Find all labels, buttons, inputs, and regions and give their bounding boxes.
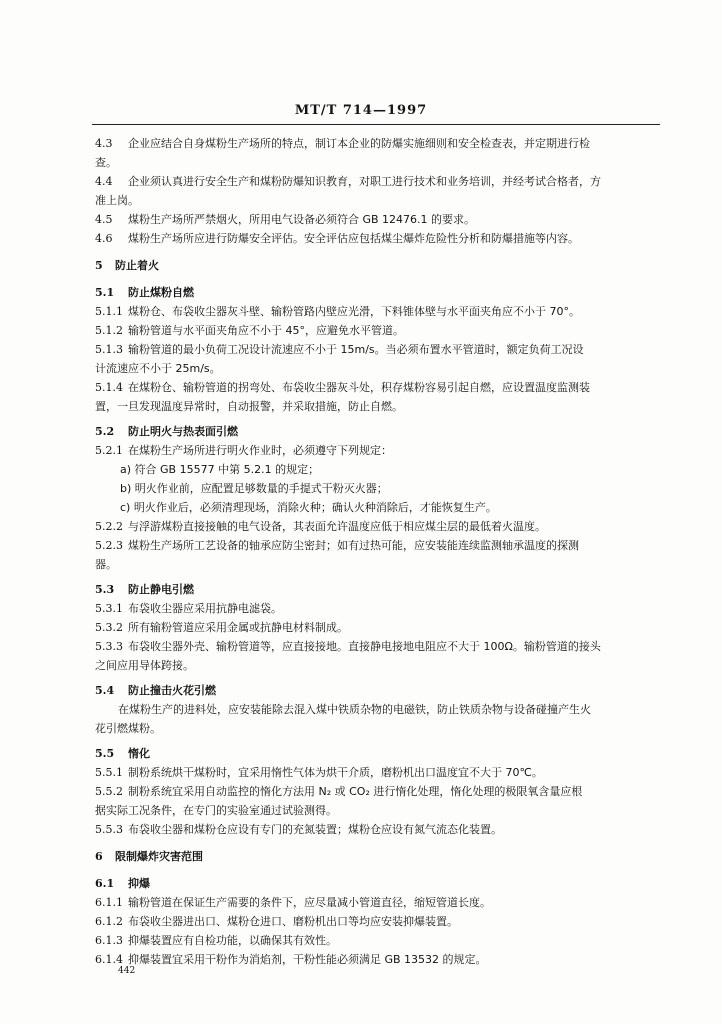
clause-number: 5.1.2 [95,324,123,337]
clause-number: 4.6 [95,232,113,245]
clause-text: 布袋收尘器进出口、煤粉仓进口、磨粉机出口等均应安装抑爆装置。 [128,915,458,928]
clause-text: 布袋收尘器应采用抗静电滤袋。 [128,602,282,615]
clause-number: 5.5.2 [95,785,123,798]
text-line [95,172,660,191]
clause-text: a) 符合 GB 15577 中第 5.2.1 的规定； [120,463,320,476]
clause-text: b) 明火作业前，应配置足够数量的手提式干粉灭火器； [120,482,388,495]
body-text [95,134,660,969]
clause-number: 5 [95,259,103,272]
text-line [95,847,660,866]
clause-text: 防止着火 [115,259,159,272]
clause-text: 在煤粉仓、输粉管道的拐弯处、布袋收尘器灰斗处，积存煤粉容易引起自燃，应设置温度监测装 [128,381,590,394]
clause-text: 所有输粉管道应采用金属或抗静电材料制成。 [128,621,348,634]
text-line [95,283,660,302]
clause-text: 防止明火与热表面引燃 [128,425,238,438]
text-line [95,441,660,460]
text-line [95,912,660,931]
clause-number: 5.1.4 [95,381,123,394]
text-line [95,302,660,321]
clause-text: 企业应结合自身煤粉生产场所的特点，制订本企业的防爆实施细则和安全检查表，并定期进行检 [128,137,590,150]
clause-number: 6.1.3 [95,934,123,947]
clause-text: 输粉管道的最小负荷工况设计流速应不小于 15m/s。当必须布置水平管道时，额定负荷工况设 [128,343,584,356]
text-line [95,422,660,441]
text-line [95,517,660,536]
clause-text: 置，一旦发现温度异常时，自动报警，并采取措施，防止自燃。 [95,400,403,413]
text-line [95,782,660,801]
clause-number: 5.3.2 [95,621,123,634]
clause-text: 准上岗。 [95,194,139,207]
clause-text: 防止煤粉自燃 [128,286,194,299]
clause-number: 5.2.1 [95,444,123,457]
clause-number: 5.4 [95,684,115,697]
text-line [95,763,660,782]
clause-number: 5.1.1 [95,305,123,318]
clause-text: 煤粉生产场所应进行防爆安全评估。安全评估应包括煤尘爆炸危险性分析和防爆措施等内容。 [128,232,579,245]
clause-number: 5.3.3 [95,640,123,653]
page-number: 442 [118,966,136,976]
clause-text: 在煤粉生产的进料处，应安装能除去混入煤中铁质杂物的电磁铁，防止铁质杂物与设备碰撞产生火 [118,703,591,716]
text-line [95,681,660,700]
text-line [95,536,660,555]
text-line [95,599,660,618]
header-rule [92,124,660,125]
clause-number: 6.1.4 [95,953,123,966]
text-line [95,820,660,839]
clause-text: 企业须认真进行安全生产和煤粉防爆知识教育，对职工进行技术和业务培训，并经考试合格者，方 [128,175,601,188]
clause-number: 5.1.3 [95,343,123,356]
text-line [95,950,660,969]
clause-number: 4.3 [95,137,113,150]
text-line [95,256,660,275]
clause-text: 防止撞击火花引燃 [128,684,216,697]
text-line [95,210,660,229]
clause-number: 4.5 [95,213,113,226]
clause-number: 6 [95,850,103,863]
text-line [95,378,660,397]
text-line [95,134,660,153]
clause-text: 布袋收尘器和煤粉仓应设有专门的充氮装置；煤粉仓应设有氮气流态化装置。 [128,823,502,836]
clause-text: 输粉管道与水平面夹角应不小于 45°，应避免水平管道。 [128,324,404,337]
text-line [95,656,660,675]
text-line [95,719,660,738]
clause-number: 5.1 [95,286,115,299]
text-line [95,191,660,210]
clause-number: 5.5.1 [95,766,123,779]
clause-number: 4.4 [95,175,113,188]
text-line [95,618,660,637]
clause-text: 花引燃煤粉。 [95,722,161,735]
text-line [95,460,660,479]
clause-text: 查。 [95,156,117,169]
clause-text: 防止静电引燃 [128,583,194,596]
clause-text: 在煤粉生产场所进行明火作业时，必须遵守下列规定： [128,444,392,457]
clause-text: c) 明火作业后，必须清理现场，消除火种；确认火种消除后，才能恢复生产。 [120,501,497,514]
clause-number: 5.2.3 [95,539,123,552]
clause-number: 6.1.2 [95,915,123,928]
clause-number: 6.1.1 [95,896,123,909]
text-line [95,744,660,763]
text-line [95,555,660,574]
text-line [95,580,660,599]
clause-text: 计流速应不小于 25m/s。 [95,362,221,375]
clause-number: 5.2.2 [95,520,123,533]
clause-text: 煤粉生产场所严禁烟火，所用电气设备必须符合 GB 12476.1 的要求。 [128,213,476,226]
clause-text: 与浮游煤粉直接接触的电气设备，其表面允许温度应低于相应煤尘层的最低着火温度。 [128,520,546,533]
standard-header: MT/T 714—1997 [294,103,428,118]
text-line [95,397,660,416]
clause-text: 限制爆炸灾害范围 [115,850,203,863]
text-line [95,801,660,820]
text-line [95,931,660,950]
clause-number: 6.1 [95,877,115,890]
text-line [95,340,660,359]
clause-text: 据实际工况条件，在专门的实验室通过试验测得。 [95,804,337,817]
clause-text: 惰化 [128,747,150,760]
clause-number: 5.3 [95,583,115,596]
clause-text: 抑爆装置宜采用干粉作为消焰剂，干粉性能必须满足 GB 13532 的规定。 [128,953,487,966]
clause-number: 5.5 [95,747,115,760]
clause-text: 抑爆装置应有自检功能，以确保其有效性。 [128,934,337,947]
clause-text: 抑爆 [128,877,150,890]
text-line [95,229,660,248]
text-line [95,321,660,340]
clause-text: 制粉系统烘干煤粉时，宜采用惰性气体为烘干介质，磨粉机出口温度宜不大于 70℃。 [128,766,543,779]
text-line [95,874,660,893]
text-line [95,479,660,498]
clause-text: 器。 [95,558,117,571]
clause-text: 之间应用导体跨接。 [95,659,194,672]
clause-text: 布袋收尘器外壳、输粉管道等，应直接接地。直接静电接地电阻应不大于 100Ω。输粉管道的接头 [128,640,601,653]
clause-text: 输粉管道在保证生产需要的条件下，应尽量减小管道直径，缩短管道长度。 [128,896,491,909]
clause-text: 制粉系统宜采用自动监控的惰化方法用 N₂ 或 CO₂ 进行惰化处理，惰化处理的极限氧含量应根 [128,785,583,798]
text-line [95,700,660,719]
text-line [95,498,660,517]
text-line [95,893,660,912]
clause-number: 5.3.1 [95,602,123,615]
clause-number: 5.2 [95,425,115,438]
text-line [95,359,660,378]
text-line [95,637,660,656]
clause-number: 5.5.3 [95,823,123,836]
text-line [95,153,660,172]
clause-text: 煤粉生产场所工艺设备的轴承应防尘密封；如有过热可能，应安装能连续监测轴承温度的探测 [128,539,579,552]
clause-text: 煤粉仓、布袋收尘器灰斗壁、输粉管路内壁应光滑，下料锥体壁与水平面夹角应不小于 70°。 [128,305,580,318]
